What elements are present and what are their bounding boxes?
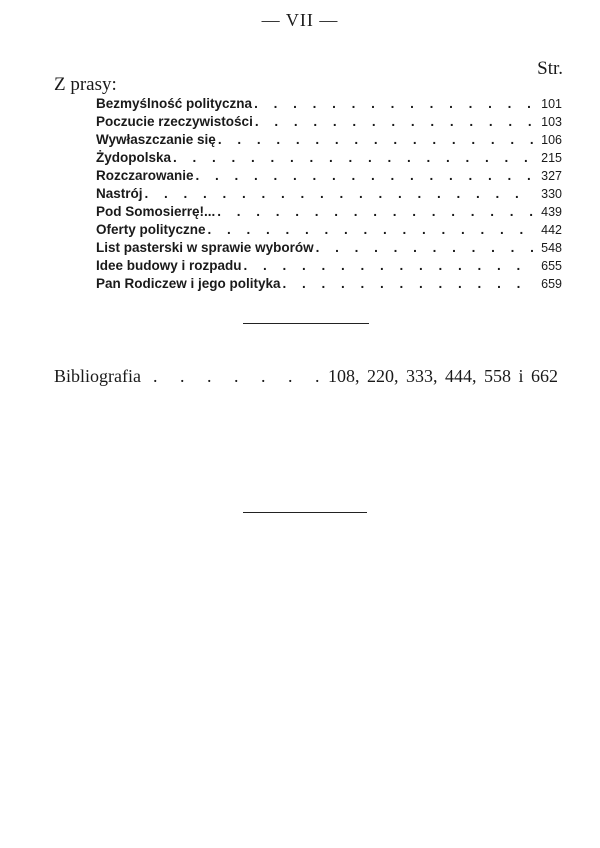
toc-entry-page: 103	[541, 115, 562, 129]
toc-entry	[96, 186, 562, 204]
toc-entry-title: Pod Somosierrę!...	[96, 204, 216, 219]
toc-entry	[96, 276, 562, 294]
toc-entry	[96, 96, 562, 114]
dot-leader	[255, 114, 534, 129]
toc-entry-title: List pasterski w sprawie wyborów	[96, 240, 314, 255]
dot-leader	[173, 150, 534, 165]
toc-entry-title: Bezmyślność polityczna	[96, 96, 253, 111]
dot-leader	[218, 132, 534, 147]
dot-leader	[196, 168, 534, 183]
toc-entry-page: 655	[541, 259, 562, 273]
toc-entry	[96, 114, 562, 132]
toc-entry	[96, 132, 562, 150]
toc-entry-title: Oferty polityczne	[96, 222, 206, 237]
toc-entry	[96, 258, 562, 276]
toc-entry-page: 106	[541, 133, 562, 147]
toc-entry-page: 101	[541, 97, 562, 111]
dot-leader	[244, 258, 534, 273]
toc-entry-page: 439	[541, 205, 562, 219]
dot-leader	[153, 366, 320, 387]
toc-entry	[96, 168, 562, 186]
toc-entry	[96, 240, 562, 258]
dot-leader	[217, 204, 534, 219]
bibliography-entry	[54, 366, 558, 387]
page-number: — VII —	[261, 10, 339, 30]
toc-entry-page: 548	[541, 241, 562, 255]
bibliography-label: Bibliografia	[54, 366, 141, 386]
dot-leader	[254, 96, 534, 111]
section-title: Z prasy:	[54, 74, 117, 95]
toc-entry-page: 215	[541, 151, 562, 165]
toc-entry-title: Idee budowy i rozpadu	[96, 258, 242, 273]
toc-entry-page: 327	[541, 169, 562, 183]
toc-entry-title: Nastrój	[96, 186, 143, 201]
toc-entry-title: Wywłaszczanie się	[96, 132, 216, 147]
toc-entry-page: 659	[541, 277, 562, 291]
dot-leader	[316, 240, 534, 255]
toc-entry	[96, 204, 562, 222]
toc-entry-title: Poczucie rzeczywistości	[96, 114, 253, 129]
divider-rule	[243, 323, 369, 324]
toc-entry	[96, 222, 562, 240]
dot-leader	[208, 222, 534, 237]
divider-rule	[243, 512, 367, 513]
toc-entry-title: Pan Rodiczew i jego polityka	[96, 276, 281, 291]
dot-leader	[283, 276, 534, 291]
toc-list	[96, 96, 562, 294]
toc-entry-page: 442	[541, 223, 562, 237]
toc-entry-title: Rozczarowanie	[96, 168, 194, 183]
toc-entry-page: 330	[541, 187, 562, 201]
page-column-label: Str.	[537, 58, 563, 79]
bibliography-pages: 108, 220, 333, 444, 558 i 662	[327, 366, 558, 386]
toc-entry-title: Żydopolska	[96, 150, 172, 165]
toc-entry	[96, 150, 562, 168]
dot-leader	[145, 186, 534, 201]
